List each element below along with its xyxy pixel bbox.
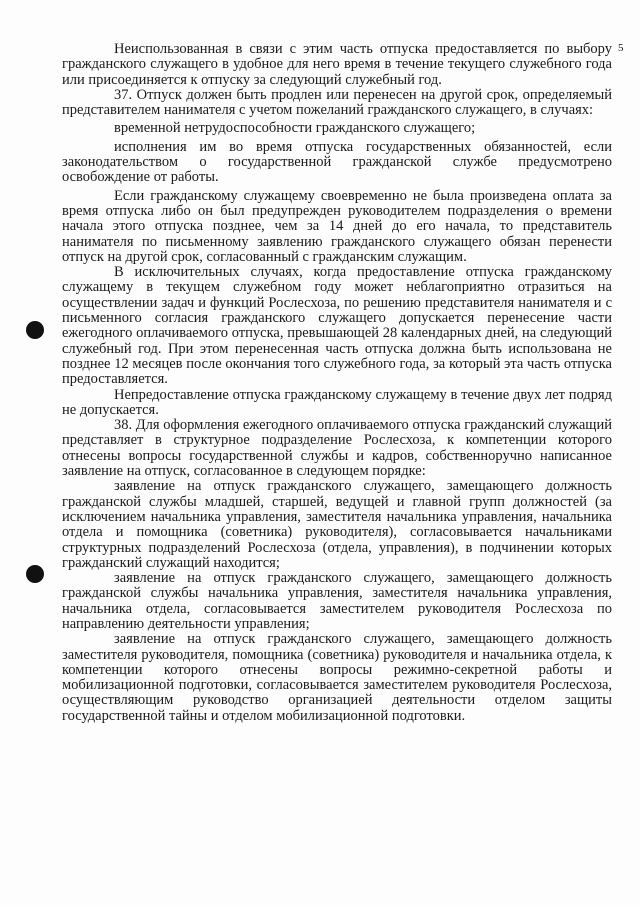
paragraph-exceptional-cases: В исключительных случаях, когда предоставление отпуска гражданскому служащему в текущем служебном году может неблагоприятно отразиться на осуществлении задач и функций Рослесхоза, по решению представителя нанимателя и с письменного согласия гражданского служащего допускается перенесение части ежегодного оплачиваемого отпуска, превышающей 28 календарных дней, на следующий служебный год. При этом перенесенная часть отпуска должна быть использована не позднее 12 месяцев после окончания того служебного года, за который эта часть отпуска предоставляется.: [62, 264, 612, 388]
paragraph-item-37: 37. Отпуск должен быть продлен или перенесен на другой срок, определяемый представителем нанимателя с учетом пожеланий гражданского служащего, в случаях:: [62, 86, 612, 119]
paragraph-approval-heads: заявление на отпуск гражданского служащего, замещающего должность гражданской службы начальника управления, заместителя начальника управления, начальника отдела, согласовывается заместителем руководителя Рослесхоза по направлению деятельности управления;: [62, 570, 612, 632]
paragraph-unused-leave: Неиспользованная в связи с этим часть отпуска предоставляется по выбору гражданского служащего в удобное для него время в течение текущего служебного года или присоединяется к отпуску за следующий служебный год.: [62, 41, 612, 88]
punch-hole-top: [26, 321, 44, 339]
paragraph-state-duties: исполнения им во время отпуска государственных обязанностей, если законодательством о государственной гражданской службе предусмотрено освобождение от работы.: [62, 138, 612, 186]
paragraph-item-38: 38. Для оформления ежегодного оплачиваемого отпуска гражданский служащий представляет в структурное подразделение Рослесхоза, к компетенции которого отнесены вопросы государственной службы и кадров, собственноручно написанное заявление на отпуск, согласованное в следующем порядке:: [62, 417, 612, 480]
document-body: [62, 42, 612, 724]
paragraph-incapacity: временной нетрудоспособности гражданского служащего;: [114, 120, 476, 137]
paragraph-approval-junior: заявление на отпуск гражданского служащего, замещающего должность гражданской службы младшей, старшей, ведущей и главной групп должностей (за исключением начальника управления, заместителя начальника управления, начальника отдела и помощника (советника) руководителя), согласовывается начальниками структурных подразделений Рослесхоза (отдела, управления), в подчинении которых гражданский служащий находится;: [62, 478, 612, 571]
paragraph-late-payment: Если гражданскому служащему своевременно не была произведена оплата за время отпуска либо он был предупрежден руководителем подразделения о времени начала этого отпуска позднее, чем за 14 дней до его начала, то представитель нанимателя по письменному заявлению гражданского служащего обязан перенести отпуск на другой срок, согласованный с гражданским служащим.: [62, 187, 612, 265]
paragraph-approval-deputies: заявление на отпуск гражданского служащего, замещающего должность заместителя руководителя, помощника (советника) руководителя и начальника отдела, к компетенции которого отнесены вопросы режимно-секретной работы и мобилизационной подготовки, согласовывается заместителем руководителя Рослесхоза, осуществляющим руководство организацией деятельности отделом защиты государственной тайны и отделом мобилизационной подготовки.: [62, 631, 612, 724]
page-number: 5: [618, 42, 624, 54]
paragraph-two-years: Непредоставление отпуска гражданскому служащему в течение двух лет подряд не допускается.: [62, 386, 612, 418]
punch-hole-bottom: [26, 565, 44, 583]
